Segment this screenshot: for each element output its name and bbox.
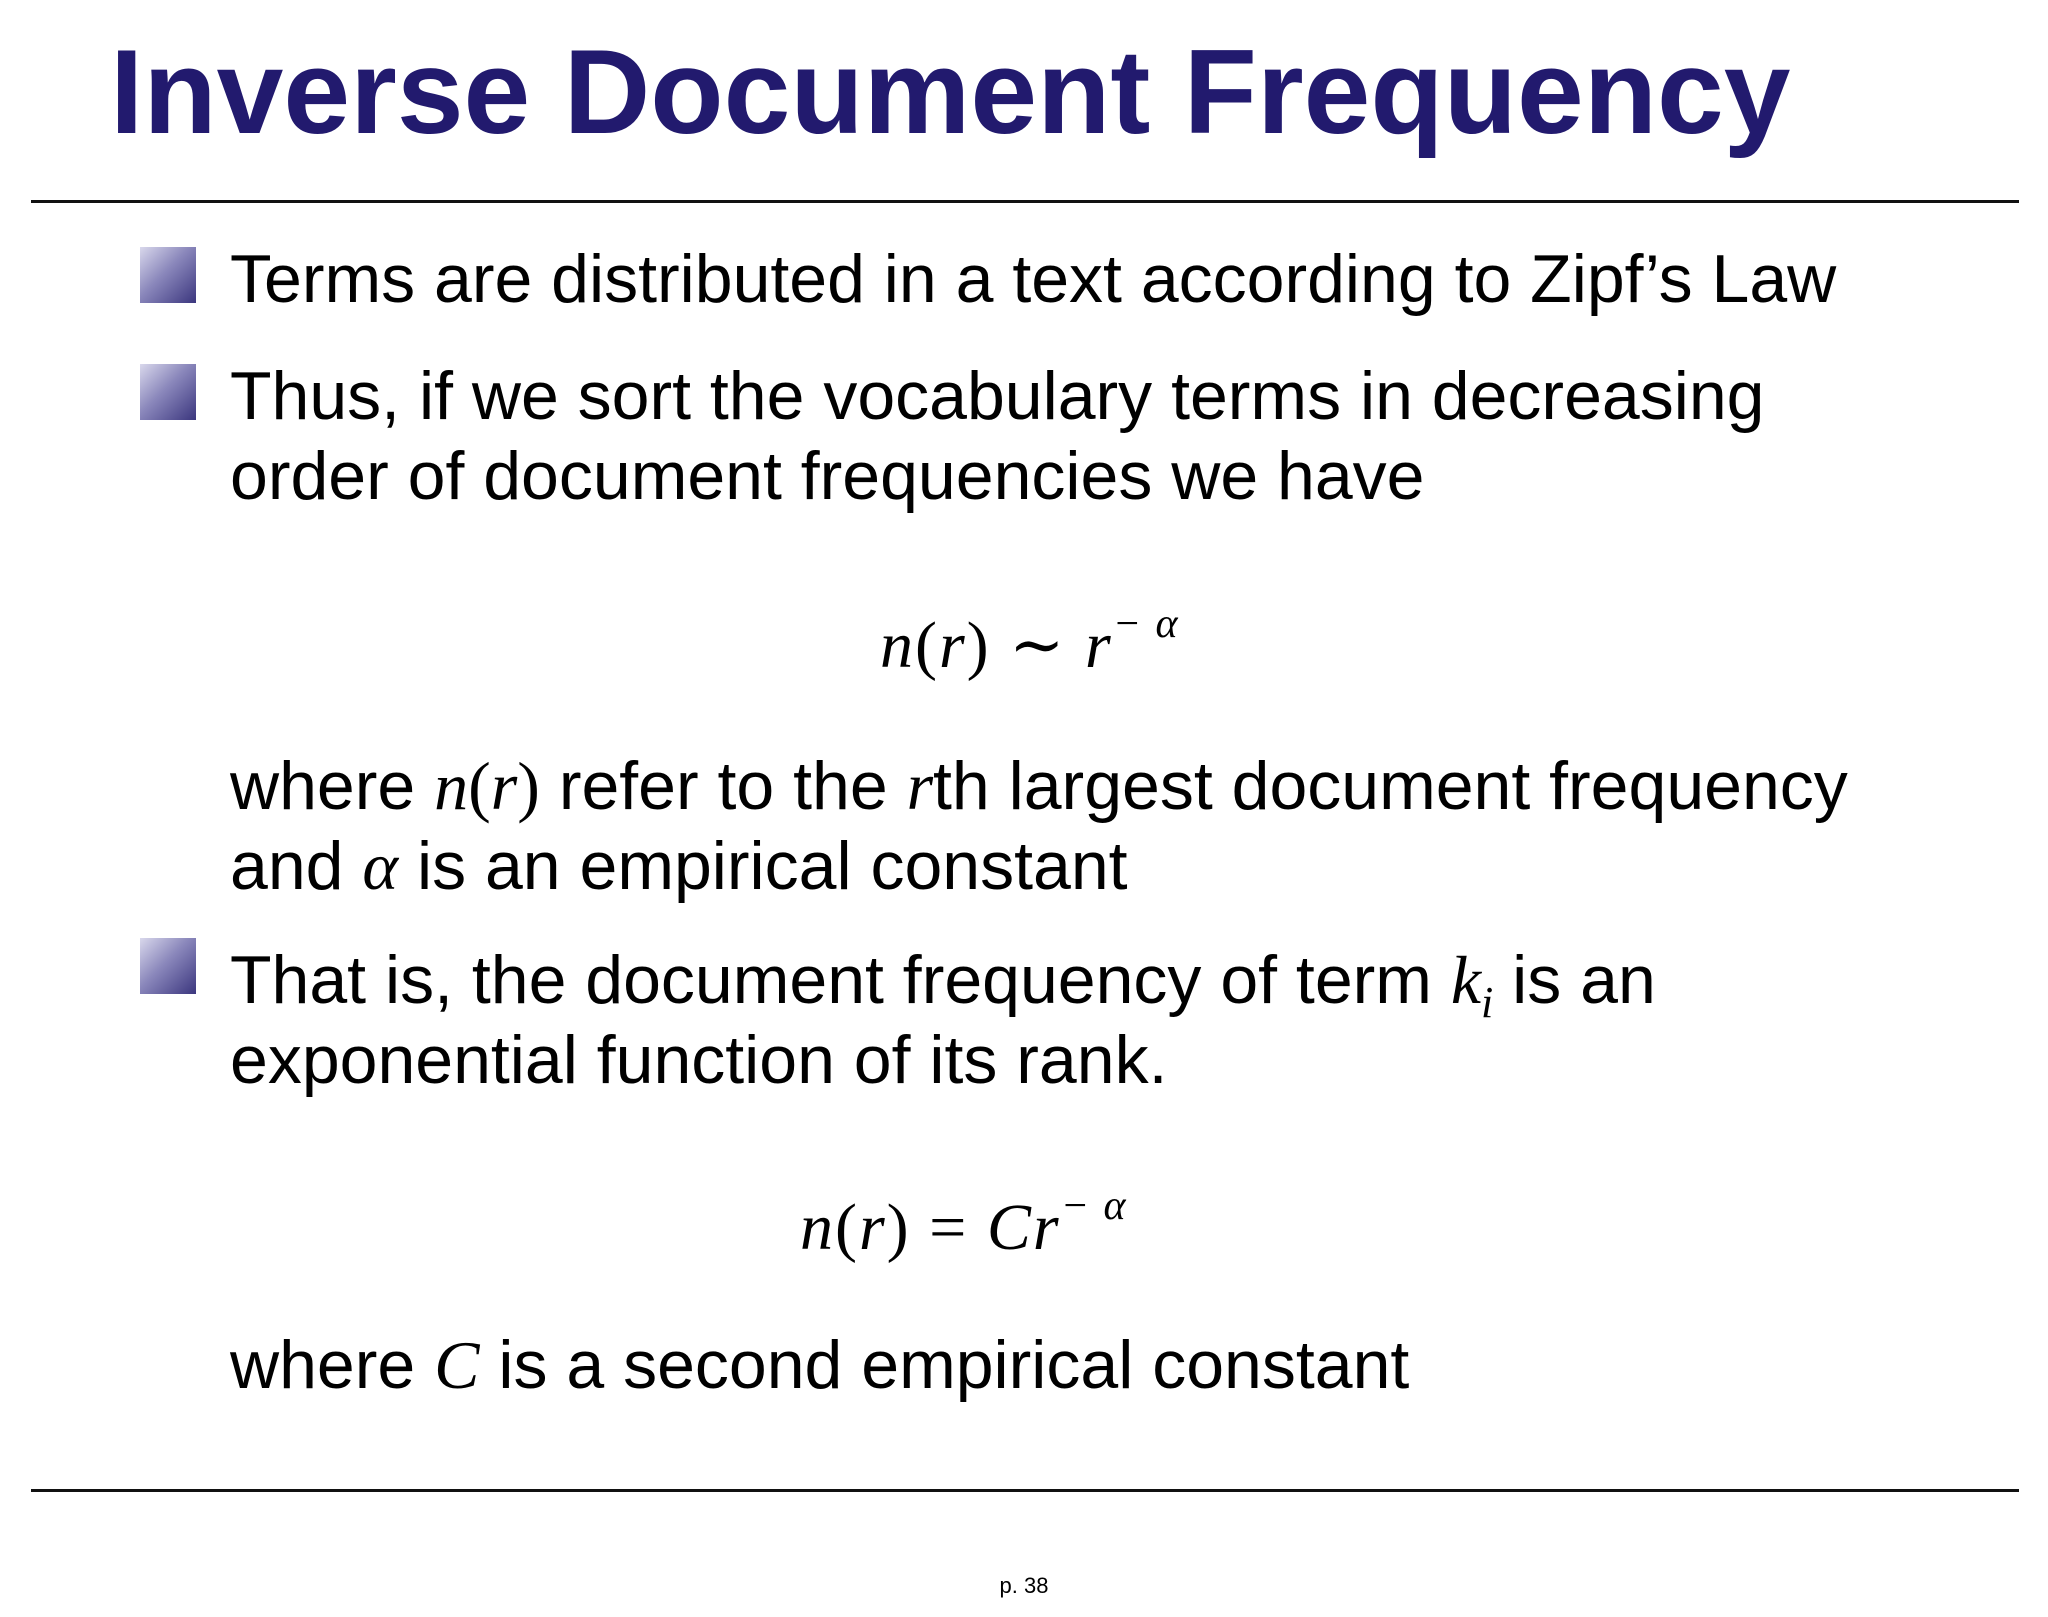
formula-paren-close: ) <box>966 609 991 682</box>
bottom-divider <box>31 1489 2019 1492</box>
explanation-2-line <box>230 1325 1409 1405</box>
math-rank-r: r <box>906 748 934 824</box>
math-symbol-k: k <box>1450 942 1482 1018</box>
math-subscript-i: i <box>1481 978 1494 1027</box>
zipf-formula <box>880 601 1180 686</box>
explanation-1-word-and: and <box>230 828 344 904</box>
formula2-paren-open: ( <box>835 1191 859 1264</box>
page-number: p. 38 <box>999 1573 1049 1598</box>
exponential-formula <box>800 1183 1128 1268</box>
math-n-of-r: n(r) <box>434 748 540 824</box>
formula-base-r: r <box>1084 609 1113 682</box>
explanation-1-line-2 <box>230 826 1128 906</box>
top-divider <box>31 200 2019 203</box>
explanation-1-rest: th largest document frequency <box>933 748 1848 824</box>
formula-symbol-r: r <box>938 609 967 682</box>
formula-operator-tilde: ∼ <box>1009 609 1067 682</box>
explanation-1-constant: is an empirical constant <box>416 828 1128 904</box>
math-alpha: α <box>362 828 399 904</box>
formula-exponent: − α <box>1112 601 1180 647</box>
bullet-2-line-2: order of document frequencies we have <box>230 438 1425 514</box>
square-bullet-icon <box>140 364 196 420</box>
bullet-2-line-1: Thus, if we sort the vocabulary terms in decreasing <box>230 358 1765 434</box>
explanation-1-refer: refer to the <box>558 748 888 824</box>
formula2-paren-close: ) <box>886 1191 911 1264</box>
formula2-symbol-r: r <box>858 1191 887 1264</box>
explanation-1-line-1 <box>230 746 1848 826</box>
formula2-const-C: C <box>986 1191 1033 1264</box>
bullet-3-text-after: is an <box>1512 942 1656 1018</box>
formula2-exponent: − α <box>1060 1183 1128 1229</box>
bullet-3-line-1 <box>230 940 1656 1027</box>
math-term-k-i <box>1450 942 1494 1027</box>
formula2-symbol-n: n <box>800 1191 835 1264</box>
bullet-3-text-before: That is, the document frequency of term <box>230 942 1432 1018</box>
formula2-base-r: r <box>1032 1191 1061 1264</box>
explanation-2-rest: is a second empirical constant <box>498 1327 1410 1403</box>
explanation-2-word-where: where <box>230 1327 416 1403</box>
bullet-3-line-2: exponential function of its rank. <box>230 1022 1168 1098</box>
square-bullet-icon <box>140 247 196 303</box>
formula-paren-open: ( <box>915 609 939 682</box>
square-bullet-icon <box>140 938 196 994</box>
math-symbol-n: n <box>434 748 469 824</box>
math-symbol-r: r <box>490 748 518 824</box>
slide-title: Inverse Document Frequency <box>110 25 1791 159</box>
explanation-1-word-where: where <box>230 748 416 824</box>
formula2-operator-equals: = <box>929 1191 969 1264</box>
formula-symbol-n: n <box>880 609 915 682</box>
math-constant-C: C <box>434 1327 480 1403</box>
bullet-1-text: Terms are distributed in a text according to Zipf’s Law <box>230 241 1837 317</box>
